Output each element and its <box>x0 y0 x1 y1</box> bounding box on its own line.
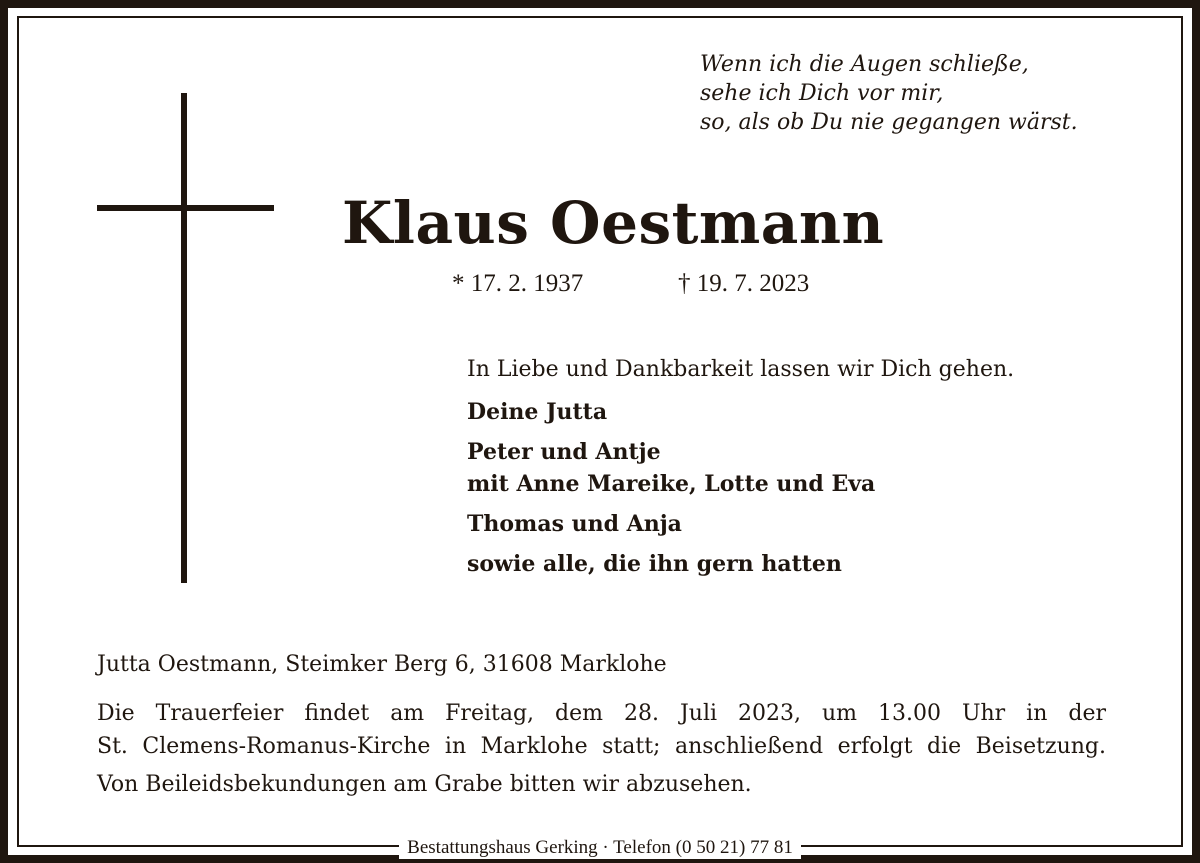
service-line: Die Trauerfeier findet am Freitag, dem 28. Juli 2023, um 13.00 Uhr in der <box>97 701 1106 726</box>
quote-line: so, als ob Du nie gegangen wärst. <box>700 110 1078 135</box>
birth-date: * 17. 2. 1937 <box>452 270 584 297</box>
service-line: St. Clemens-Romanus-Kirche in Marklohe statt; anschließend erfolgt die Beisetzung. <box>97 734 1106 759</box>
cross-vertical-bar <box>181 93 187 583</box>
service-notice <box>97 697 1106 763</box>
family-intro: In Liebe und Dankbarkeit lassen wir Dich gehen. <box>467 357 1015 382</box>
quote-block <box>700 50 1078 137</box>
funeral-home-bar <box>17 837 1183 858</box>
contact-address: Jutta Oestmann, Steimker Berg 6, 31608 Marklohe <box>97 652 667 677</box>
condolence-note: Von Beileidsbekundungen am Grabe bitten wir abzusehen. <box>97 772 752 797</box>
cross-horizontal-bar <box>97 205 274 211</box>
death-date: † 19. 7. 2023 <box>678 270 810 297</box>
deceased-name: Klaus Oestmann <box>342 189 885 257</box>
life-dates <box>452 270 809 298</box>
mourner-line: sowie alle, die ihn gern hatten <box>467 551 842 577</box>
quote-line: Wenn ich die Augen schließe, <box>700 52 1029 77</box>
mourner-group <box>467 396 1014 428</box>
mourner-line: Peter und Antje <box>467 439 661 465</box>
mourner-group <box>467 436 1014 500</box>
mourner-line: Thomas und Anja <box>467 511 682 537</box>
funeral-home-label: Bestattungshaus Gerking · Telefon (0 50 21) 77 81 <box>399 837 801 859</box>
mourner-group <box>467 508 1014 540</box>
mourner-line: mit Anne Mareike, Lotte und Eva <box>467 471 876 497</box>
quote-line: sehe ich Dich vor mir, <box>700 81 944 106</box>
mourner-line: Deine Jutta <box>467 399 608 425</box>
family-block <box>467 355 1014 588</box>
mourner-group <box>467 548 1014 580</box>
